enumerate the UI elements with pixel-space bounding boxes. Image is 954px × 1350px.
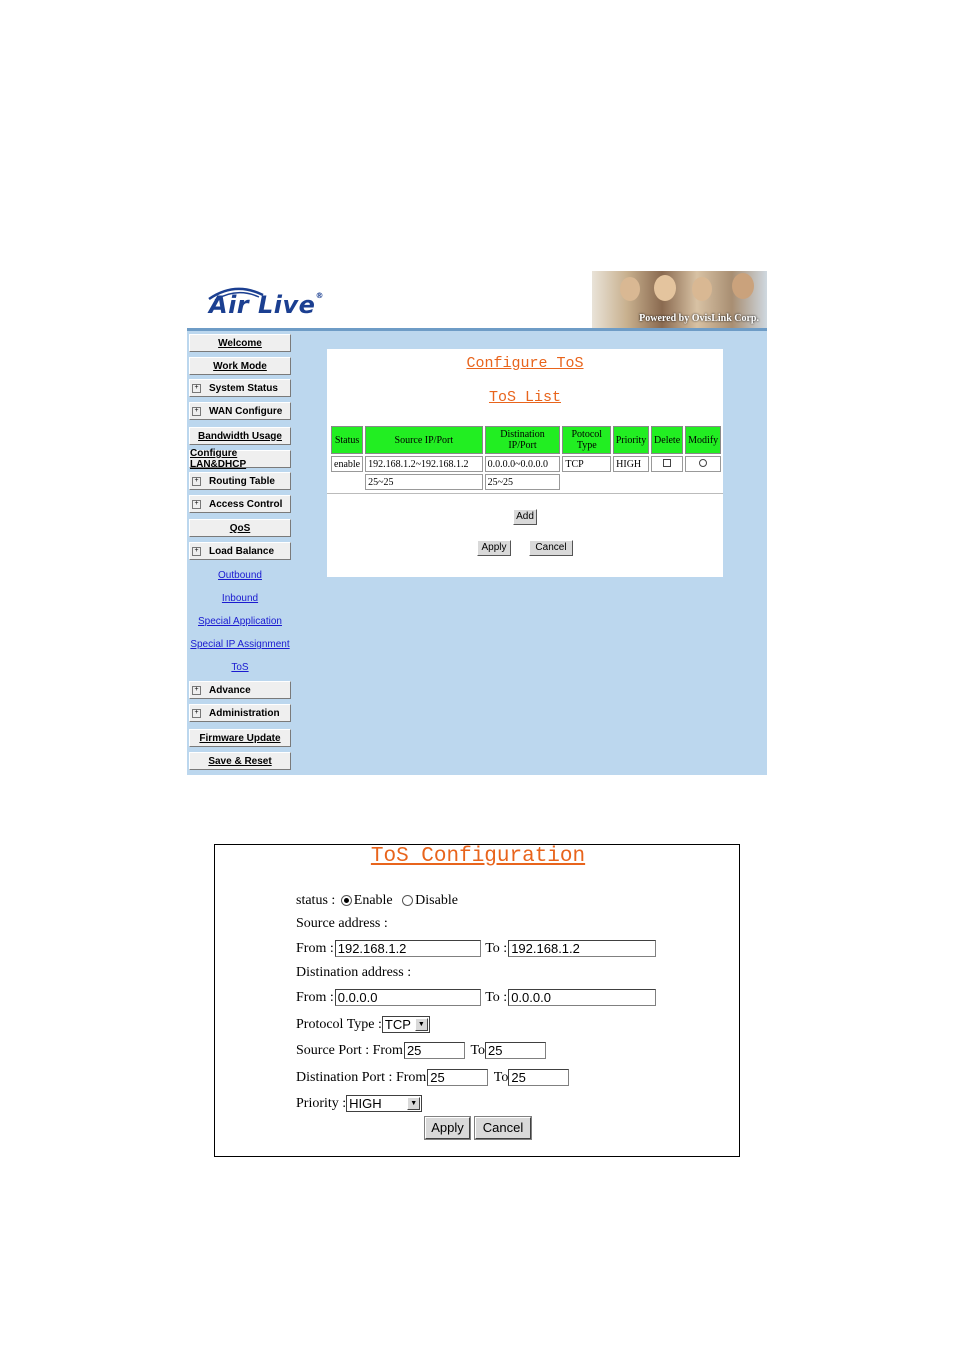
enable-radio[interactable] <box>341 895 352 906</box>
source-address-label: Source address : <box>296 916 388 931</box>
header-delete: Delete <box>651 426 683 454</box>
sidebar-item-work-mode[interactable] <box>189 357 291 375</box>
row-dest-ip: 0.0.0.0~0.0.0.0 <box>485 456 561 472</box>
dest-port-row <box>296 1068 569 1088</box>
sidebar-item-label: Administration <box>209 707 280 719</box>
sidebar-item-system-status[interactable] <box>189 379 291 397</box>
row-source-port: 25~25 <box>365 474 482 490</box>
table-row <box>331 456 721 472</box>
sub-link-tos[interactable]: ToS <box>231 662 249 673</box>
expand-icon: + <box>192 686 201 695</box>
priority-label: Priority : <box>296 1096 347 1111</box>
sidebar-item-load-balance[interactable] <box>189 542 291 560</box>
sidebar-item-label: Welcome <box>218 337 262 349</box>
sidebar-item-wan-configure[interactable] <box>189 402 291 420</box>
chevron-down-icon: ▼ <box>415 1018 428 1031</box>
expand-icon: + <box>192 384 201 393</box>
powered-by-text: Powered by OvisLink Corp. <box>639 313 759 324</box>
router-admin-screenshot <box>187 271 767 775</box>
banner <box>187 271 767 328</box>
table-header-row <box>331 426 721 454</box>
priority-select[interactable] <box>346 1095 422 1112</box>
apply-button[interactable]: Apply <box>477 540 511 556</box>
config-title: ToS Configuration <box>370 845 586 868</box>
source-port-label: Source Port : From <box>296 1043 403 1058</box>
dest-port-to-input[interactable]: 25 <box>508 1069 569 1086</box>
source-to-label: To : <box>485 941 508 956</box>
chevron-down-icon: ▼ <box>407 1097 420 1110</box>
config-apply-button[interactable]: Apply <box>425 1117 470 1139</box>
sub-link-special-ip-assignment[interactable]: Special IP Assignment <box>190 639 290 650</box>
sidebar-item-label: System Status <box>209 382 278 394</box>
content-panel <box>327 349 723 577</box>
sidebar-item-label: Save & Reset <box>208 755 272 767</box>
source-port-from-input[interactable]: 25 <box>404 1042 465 1059</box>
header-source: Source IP/Port <box>365 426 482 454</box>
header-destination: Distination IP/Port <box>485 426 561 454</box>
config-cancel-button[interactable]: Cancel <box>475 1117 531 1139</box>
delete-checkbox[interactable] <box>663 459 671 467</box>
disable-radio[interactable] <box>402 895 413 906</box>
protocol-select[interactable] <box>382 1016 430 1033</box>
row-dest-port: 25~25 <box>485 474 561 490</box>
sidebar-item-firmware-update[interactable] <box>189 729 291 747</box>
sidebar-item-label: Firmware Update <box>199 732 281 744</box>
logo-text: Air Live® <box>209 291 324 319</box>
banner-divider <box>187 328 767 331</box>
sidebar-item-label: Advance <box>209 684 251 696</box>
dest-address-row <box>296 988 656 1008</box>
delete-cell <box>651 456 683 472</box>
sidebar-item-qos[interactable] <box>189 519 291 537</box>
sidebar-item-label: Routing Table <box>209 475 275 487</box>
source-from-label: From : <box>296 941 334 956</box>
protocol-label: Protocol Type : <box>296 1017 382 1032</box>
sidebar-item-administration[interactable] <box>189 704 291 722</box>
expand-icon: + <box>192 547 201 556</box>
protocol-value: TCP <box>384 1017 411 1033</box>
enable-label: Enable <box>353 893 393 908</box>
tos-list-title: ToS List <box>488 389 561 406</box>
sidebar-item-access-control[interactable] <box>189 495 291 513</box>
dest-address-label: Distination address : <box>296 965 412 980</box>
table-row-ports <box>331 474 721 490</box>
status-label: status : <box>296 893 336 908</box>
dest-from-label: From : <box>296 990 334 1005</box>
sub-link-inbound[interactable]: Inbound <box>221 593 259 604</box>
expand-icon: + <box>192 709 201 718</box>
add-button[interactable]: Add <box>513 509 537 525</box>
status-row <box>296 891 458 911</box>
expand-icon: + <box>192 500 201 509</box>
sidebar-item-label: Configure LAN&DHCP <box>190 448 247 470</box>
source-to-input[interactable]: 192.168.1.2 <box>508 940 656 957</box>
sidebar-item-label: Access Control <box>209 498 283 510</box>
dest-from-input[interactable]: 0.0.0.0 <box>335 989 481 1006</box>
source-port-row <box>296 1041 546 1061</box>
table-divider <box>327 493 723 494</box>
sidebar-item-label: Bandwidth Usage <box>198 430 282 442</box>
priority-value: HIGH <box>349 1096 382 1112</box>
dest-to-input[interactable]: 0.0.0.0 <box>508 989 656 1006</box>
sidebar-item-welcome[interactable] <box>189 334 291 352</box>
dest-port-from-input[interactable]: 25 <box>427 1069 488 1086</box>
expand-icon: + <box>192 407 201 416</box>
sub-link-special-application[interactable]: Special Application <box>198 616 282 627</box>
sidebar-item-label: Load Balance <box>209 545 275 557</box>
dest-to-label: To : <box>485 990 508 1005</box>
banner-photo <box>592 271 767 328</box>
sidebar-item-advance[interactable] <box>189 681 291 699</box>
disable-label: Disable <box>415 893 458 908</box>
sub-link-outbound[interactable]: Outbound <box>218 570 262 581</box>
header-modify: Modify <box>685 426 721 454</box>
source-port-to-input[interactable]: 25 <box>485 1042 546 1059</box>
protocol-row <box>296 1015 430 1035</box>
priority-row <box>296 1094 422 1114</box>
sidebar-item-label: QoS <box>229 522 251 534</box>
source-from-input[interactable]: 192.168.1.2 <box>335 940 481 957</box>
sidebar-item-save-reset[interactable] <box>189 752 291 770</box>
dest-port-label: Distination Port : From <box>296 1070 427 1085</box>
source-address-row <box>296 939 656 959</box>
modify-radio[interactable] <box>699 459 707 467</box>
cancel-button[interactable]: Cancel <box>529 540 573 556</box>
sidebar-item-routing-table[interactable] <box>189 472 291 490</box>
expand-icon: + <box>192 477 201 486</box>
row-status: enable <box>331 456 363 472</box>
row-source-ip: 192.168.1.2~192.168.1.2 <box>365 456 482 472</box>
tos-table <box>329 424 723 492</box>
row-protocol: TCP <box>562 456 611 472</box>
row-priority: HIGH <box>613 456 649 472</box>
sidebar-item-bandwidth-usage[interactable] <box>189 427 291 445</box>
header-priority: Priority <box>613 426 649 454</box>
modify-cell <box>685 456 721 472</box>
header-protocol: Potocol Type <box>562 426 611 454</box>
sidebar-item-label: WAN Configure <box>209 405 283 417</box>
tos-configuration-panel <box>214 844 740 1157</box>
source-port-to-label: To <box>470 1043 486 1058</box>
sidebar-item-configure-lan-dhcp[interactable] <box>189 450 291 468</box>
dest-port-to-label: To <box>493 1070 509 1085</box>
header-status: Status <box>331 426 363 454</box>
page-title: Configure ToS <box>466 355 584 372</box>
sidebar-item-label: Work Mode <box>213 360 267 372</box>
